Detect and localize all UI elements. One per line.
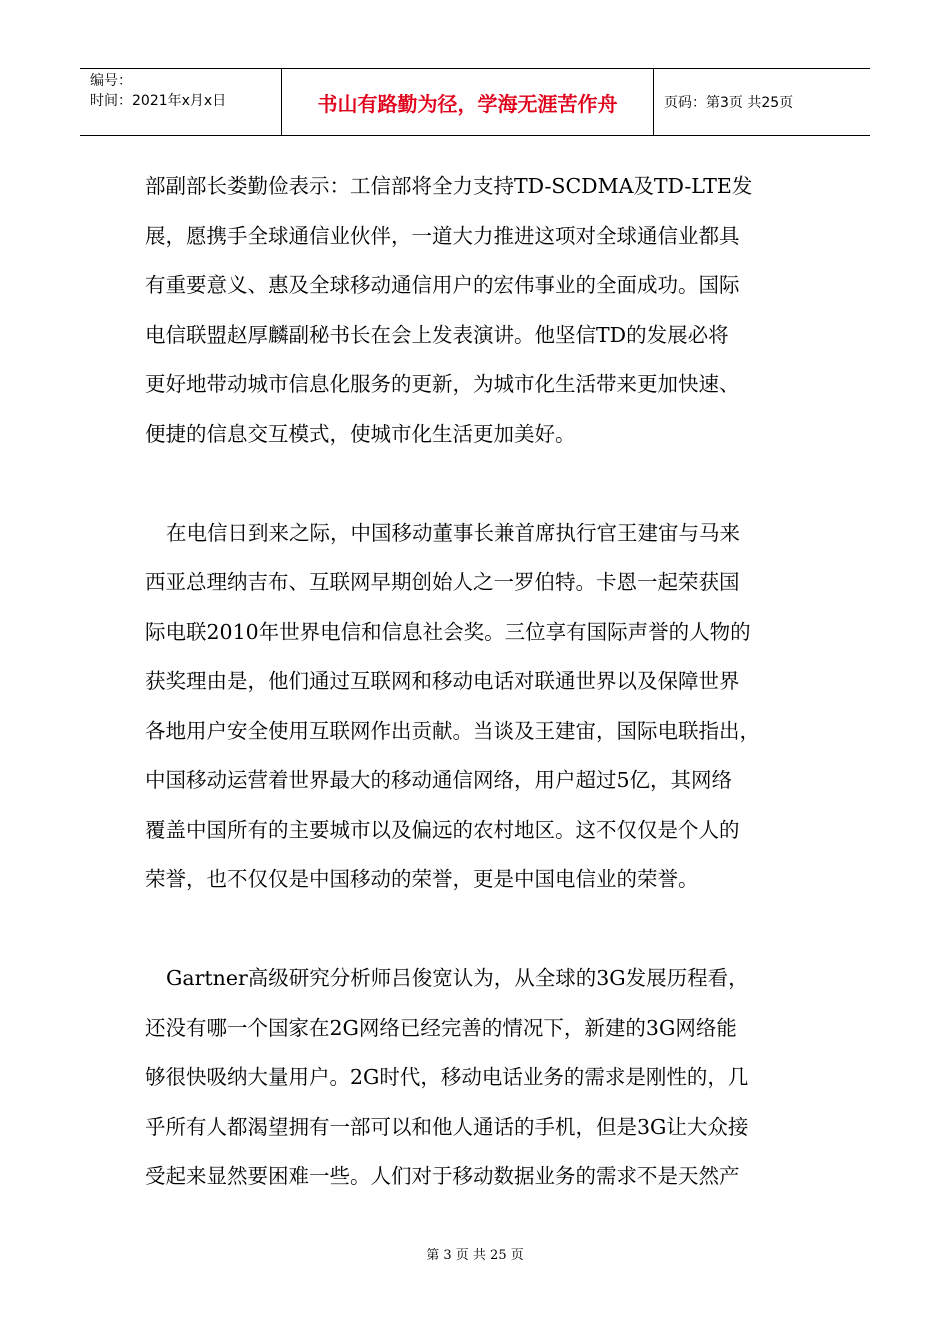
paragraph-gap bbox=[145, 905, 810, 955]
document-number-label: 编号： bbox=[90, 73, 132, 89]
header-motto: 书山有路勤为径，学海无涯苦作舟 bbox=[282, 69, 654, 135]
text-line: 够很快吸纳大量用户。2G时代，移动电话业务的需求是刚性的，几 bbox=[145, 1065, 749, 1089]
text-line: 便捷的信息交互模式，使城市化生活更加美好。 bbox=[145, 421, 576, 446]
text-line: 荣誉，也不仅仅是中国移动的荣誉，更是中国电信业的荣誉。 bbox=[145, 867, 699, 891]
text-line: 更好地带动城市信息化服务的更新，为城市化生活带来更加快速、 bbox=[145, 372, 740, 396]
text-line: 覆盖中国所有的主要城市以及偏远的农村地区。这不仅仅是个人的 bbox=[145, 817, 740, 842]
paragraph bbox=[145, 509, 810, 905]
text-line: 获奖理由是，他们通过互联网和移动电话对联通世界以及保障世界 bbox=[145, 669, 740, 693]
text-line: 电信联盟赵厚麟副秘书长在会上发表演讲。他坚信TD的发展必将 bbox=[145, 322, 729, 347]
text-line: 受起来显然要困难一些。人们对于移动数据业务的需求不是天然产 bbox=[145, 1164, 740, 1188]
text-line: 西亚总理纳吉布、互联网早期创始人之一罗伯特。卡恩一起荣获国 bbox=[145, 570, 740, 594]
text-line: 各地用户安全使用互联网作出贡献。当谈及王建宙，国际电联指出， bbox=[145, 718, 760, 743]
text-line: Gartner高级研究分析师吕俊宽认为，从全球的3G发展历程看， bbox=[166, 966, 749, 990]
header-page-info: 页码：第3页 共25页 bbox=[664, 95, 794, 111]
text-line: 展，愿携手全球通信业伙伴，一道大力推进这项对全球通信业都具 bbox=[145, 223, 740, 248]
text-line: 部副部长娄勤俭表示：工信部将全力支持TD-SCDMA及TD-LTE发 bbox=[145, 174, 753, 198]
text-line: 还没有哪一个国家在2G网络已经完善的情况下，新建的3G网络能 bbox=[145, 1015, 737, 1040]
paragraph bbox=[145, 954, 810, 1202]
text-line: 有重要意义、惠及全球移动通信用户的宏伟事业的全面成功。国际 bbox=[145, 273, 740, 297]
text-line: 在电信日到来之际，中国移动董事长兼首席执行官王建宙与马来 bbox=[166, 520, 740, 545]
text-line: 乎所有人都渴望拥有一部可以和他人通话的手机，但是3G让大众接 bbox=[145, 1114, 749, 1139]
document-date: 时间：2021年x月x日 bbox=[90, 93, 227, 109]
header-meta bbox=[80, 69, 282, 135]
text-line: 中国移动运营着世界最大的移动通信网络，用户超过5亿，其网络 bbox=[145, 768, 733, 792]
paragraph-gap bbox=[145, 459, 810, 509]
paragraph bbox=[145, 162, 810, 459]
document-header bbox=[80, 68, 870, 136]
page-footer: 第 3 页 共 25 页 bbox=[426, 1248, 524, 1263]
document-body bbox=[145, 162, 810, 1202]
text-line: 际电联2010年世界电信和信息社会奖。三位享有国际声誉的人物的 bbox=[145, 619, 751, 644]
